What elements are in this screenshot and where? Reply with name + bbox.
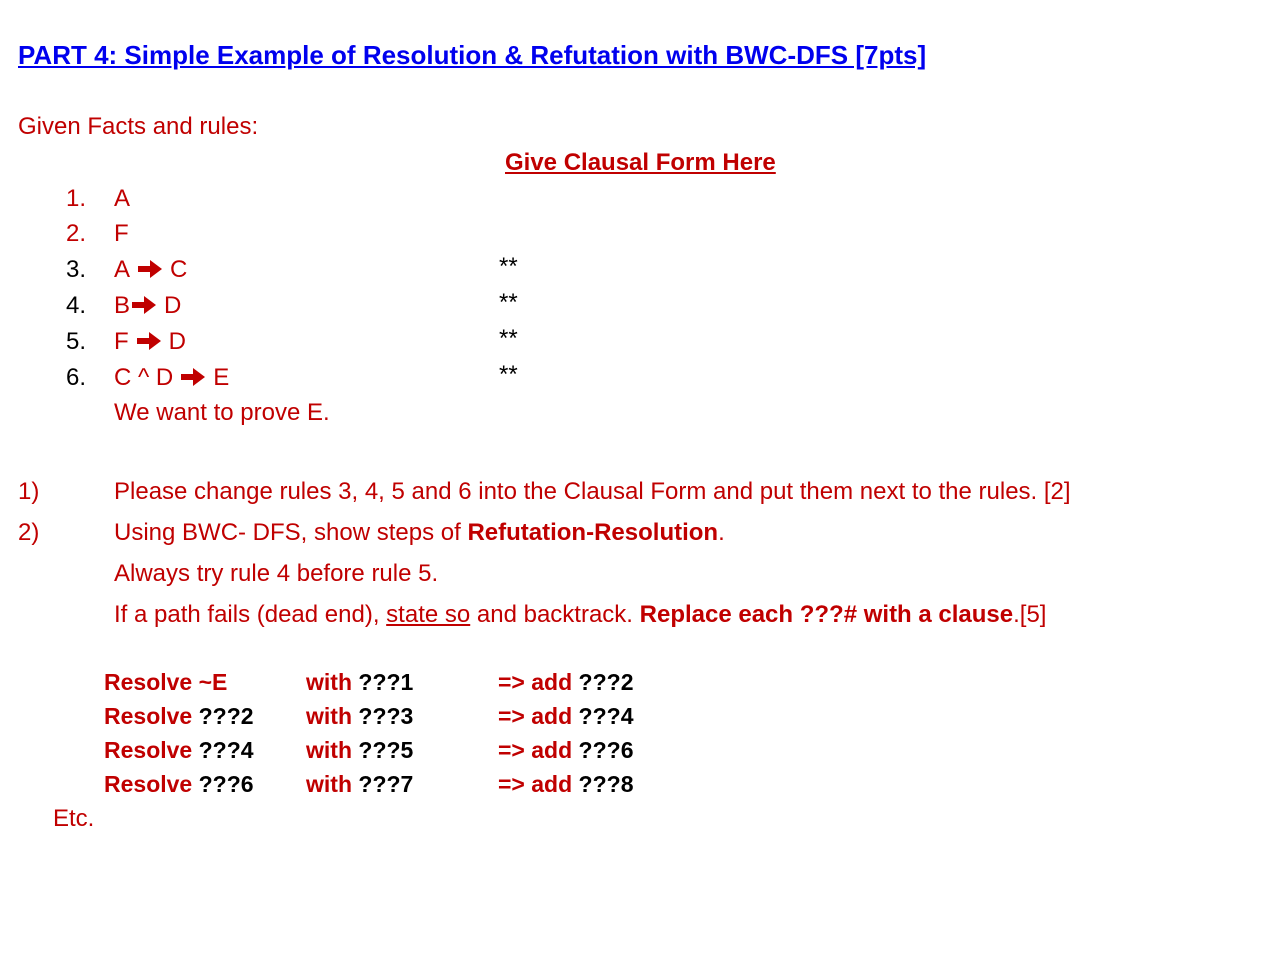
step-resolve xyxy=(104,668,227,696)
clausal-placeholder: ** xyxy=(499,325,518,352)
resolve-value: ???2 xyxy=(198,703,254,729)
rule-right: D xyxy=(164,292,182,319)
page-title: PART 4: Simple Example of Resolution & Refutation with BWC-DFS [7pts] xyxy=(18,40,927,70)
with-value: ???1 xyxy=(358,669,414,695)
clausal-placeholder: ** xyxy=(499,361,518,388)
rule-right: E xyxy=(213,364,230,391)
with-value: ???7 xyxy=(358,771,414,797)
instruction-always: Always try rule 4 before rule 5. xyxy=(114,560,439,587)
step-with xyxy=(306,736,413,764)
rule-right: D xyxy=(168,328,187,355)
given-label: Given Facts and rules: xyxy=(18,113,259,140)
question-2-end: . xyxy=(718,519,725,546)
question-number: 1) xyxy=(18,478,40,505)
rule-implication xyxy=(114,327,186,357)
rule-number: 2. xyxy=(66,220,87,247)
rule-left: F xyxy=(114,328,129,355)
implies-arrow-icon xyxy=(136,258,164,280)
implies-arrow-icon xyxy=(135,330,163,352)
step-resolve xyxy=(104,702,254,730)
step-with xyxy=(306,668,413,696)
instruction-path xyxy=(114,600,1046,630)
with-label: with xyxy=(306,737,352,763)
step-resolve xyxy=(104,736,254,764)
instruction-path-part1: If a path fails (dead end), xyxy=(114,601,387,628)
step-add xyxy=(498,770,634,798)
step-resolve xyxy=(104,770,254,798)
resolve-label: Resolve xyxy=(104,737,193,763)
rule-number: 6. xyxy=(66,364,87,391)
goal-statement: We want to prove E. xyxy=(114,399,330,426)
resolve-value: ~E xyxy=(198,669,228,695)
question-2-emphasis: Refutation-Resolution xyxy=(467,519,719,546)
rule-left: A xyxy=(114,256,131,283)
resolve-value: ???4 xyxy=(198,737,254,763)
etc-label: Etc. xyxy=(53,805,95,832)
with-label: with xyxy=(306,669,352,695)
rule-implication xyxy=(114,363,229,393)
clausal-placeholder: ** xyxy=(499,289,518,316)
rule-left: B xyxy=(114,292,131,319)
rule-left: F xyxy=(114,220,129,247)
question-2-text xyxy=(114,518,725,548)
step-add xyxy=(498,702,634,730)
step-add xyxy=(498,668,634,696)
rule-right: C xyxy=(170,256,188,283)
question-1-text: Please change rules 3, 4, 5 and 6 into the Clausal Form and put them next to the rules. [2] xyxy=(114,478,1071,505)
add-label: => add xyxy=(498,703,573,729)
rule-number: 5. xyxy=(66,328,87,355)
resolve-label: Resolve xyxy=(104,703,193,729)
add-label: => add xyxy=(498,771,573,797)
rule-implication xyxy=(114,291,181,321)
rule-left: A xyxy=(114,185,131,212)
rule-number: 3. xyxy=(66,256,87,283)
with-label: with xyxy=(306,703,352,729)
add-label: => add xyxy=(498,669,573,695)
with-value: ???3 xyxy=(358,703,414,729)
with-label: with xyxy=(306,771,352,797)
add-value: ???4 xyxy=(578,703,634,729)
implies-arrow-icon xyxy=(130,294,158,316)
instruction-path-part2: and backtrack. xyxy=(470,601,640,628)
step-with xyxy=(306,770,413,798)
rule-left: C ^ D xyxy=(114,364,174,391)
step-with xyxy=(306,702,413,730)
resolve-value: ???6 xyxy=(198,771,254,797)
rule-number: 4. xyxy=(66,292,87,319)
question-number: 2) xyxy=(18,519,40,546)
add-value: ???2 xyxy=(578,669,634,695)
add-value: ???8 xyxy=(578,771,634,797)
instruction-path-part3: .[5] xyxy=(1013,601,1047,628)
clausal-placeholder: ** xyxy=(499,253,518,280)
add-label: => add xyxy=(498,737,573,763)
instruction-path-bold: Replace each ???# with a clause xyxy=(639,601,1014,628)
resolve-label: Resolve xyxy=(104,669,193,695)
implies-arrow-icon xyxy=(179,366,207,388)
clausal-heading: Give Clausal Form Here xyxy=(505,149,776,176)
question-2-lead: Using BWC- DFS, show steps of xyxy=(114,519,468,546)
with-value: ???5 xyxy=(358,737,414,763)
resolve-label: Resolve xyxy=(104,771,193,797)
step-add xyxy=(498,736,634,764)
instruction-path-underlined: state so xyxy=(386,601,471,628)
rule-implication xyxy=(114,255,187,285)
rule-number: 1. xyxy=(66,185,87,212)
add-value: ???6 xyxy=(578,737,634,763)
